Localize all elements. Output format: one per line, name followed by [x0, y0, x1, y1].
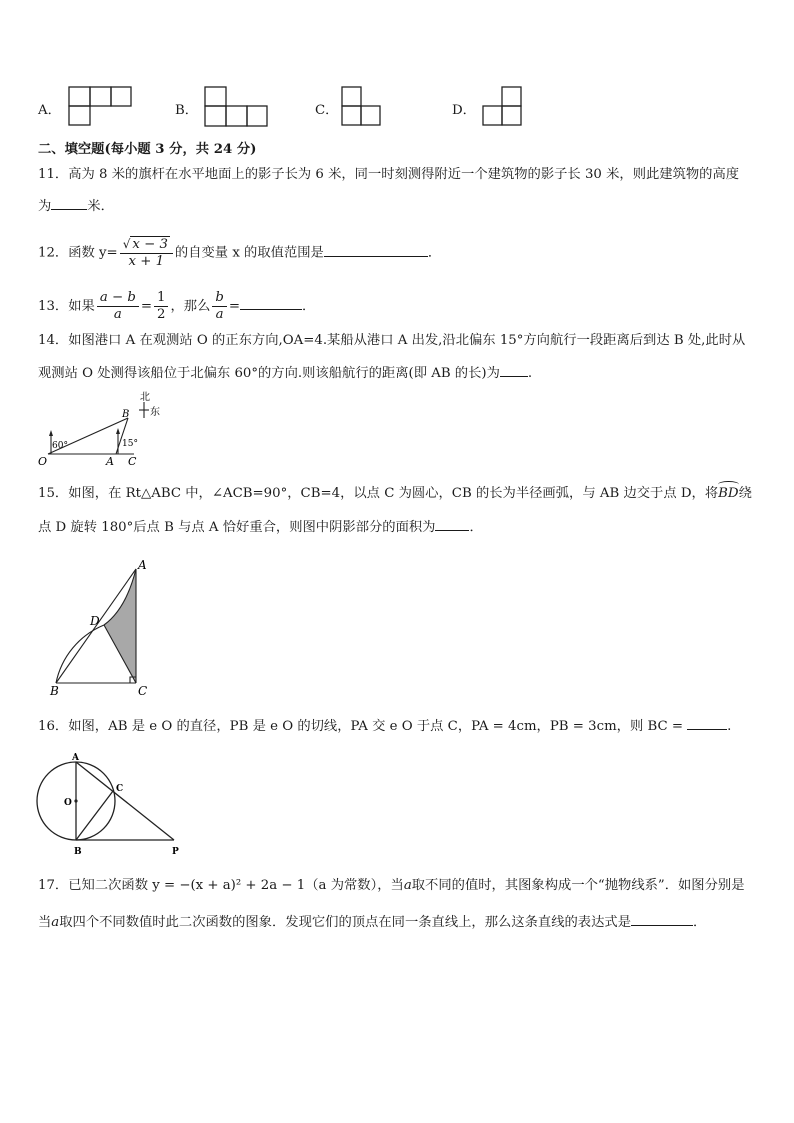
q13-frac2-den: 2 [157, 307, 166, 322]
q12-fraction: $\frac{√ x - 3}{x + 1}$ [120, 236, 173, 270]
option-a-label: A． [38, 103, 61, 118]
q13-eq2: = [228, 299, 241, 314]
q17-line2 [38, 913, 706, 933]
q17-a-var1: a [403, 878, 412, 893]
q14-label-north: 北 [140, 392, 150, 403]
q14-arrowhead-a [116, 428, 120, 434]
q13-frac1-den: a [113, 307, 122, 322]
q15-label-b: B [50, 684, 59, 698]
q15-text-line1a: 如图，在 Rt△ABC 中，∠ACB=90°，CB=4，以点 C 为圆心，CB 的长为半径画弧，与 AB 边交于点 D，将 [68, 486, 719, 501]
q13-frac2-num: 1 [154, 290, 168, 307]
q11-text-a: 为 [38, 199, 52, 214]
q15-answer-blank[interactable] [435, 518, 469, 531]
q16-answer-blank[interactable] [687, 717, 727, 730]
q17-line1 [38, 876, 745, 896]
q13-frac2 [154, 290, 168, 323]
q17-text-line1b: 取不同的值时，其图象构成一个“抛物线系”．如图分别是 [411, 878, 745, 893]
q13-text-end: ． [302, 299, 316, 314]
q15-number: 15． [38, 486, 69, 501]
q14-line1 [38, 331, 745, 351]
q14-text-line2: 观测站 O 处测得该船位于北偏东 60°的方向.则该船航行的距离(即 AB 的长)为 [38, 366, 500, 381]
q15-text-end: ． [469, 520, 483, 535]
q17-text-end: ． [693, 915, 707, 930]
q13-frac3 [212, 290, 227, 323]
q13-frac3-den: a [215, 307, 224, 322]
section-title: 二、填空题(每小题 3 分，共 24 分) [38, 142, 257, 157]
q15-label-d: D [90, 614, 100, 628]
q14-text-end: . [527, 366, 533, 381]
q11-text-b: 米． [87, 199, 114, 214]
q15-arc-bd-shape [56, 625, 104, 683]
q14-label-o: O [38, 455, 48, 468]
q17-answer-blank[interactable] [631, 913, 693, 926]
q11-answer-blank[interactable] [51, 197, 87, 210]
q14-line2 [38, 364, 532, 384]
q16-label-b: B [74, 847, 82, 857]
q14-label-a: A [106, 455, 114, 468]
q16-secant-pa [76, 762, 174, 840]
q13-frac3-num: b [212, 290, 227, 307]
q14-label-15: 15° [122, 439, 138, 449]
q13-frac1-num: a − b [97, 290, 139, 307]
option-c-figure [341, 86, 381, 126]
q14-answer-blank[interactable] [500, 364, 528, 377]
q17-text-line2b: 取四个不同数值时此二次函数的图象．发现它们的顶点在同一条直线上，那么这条直线的表达式是 [59, 915, 631, 930]
q13-text-b: ，那么 [170, 299, 211, 314]
q16-number: 16． [38, 719, 69, 734]
q15-label-a: A [138, 558, 147, 572]
q16-label-p: P [172, 847, 179, 857]
option-d-label: D． [452, 103, 476, 118]
q13-text-a: 如果 [68, 299, 95, 314]
option-c-label: C． [315, 103, 339, 118]
q13-number: 13． [38, 299, 69, 314]
q13-frac1 [97, 290, 139, 323]
q12-line [38, 236, 441, 271]
q17-number: 17． [38, 878, 69, 893]
q16-label-o: O [64, 798, 72, 808]
q11-line1 [38, 165, 739, 185]
q14-label-c: C [128, 455, 137, 468]
q12-denominator: x + 1 [128, 254, 165, 269]
q17-text-line1a: 已知二次函数 y = −(x + a)² + 2a − 1（a 为常数），当 [68, 878, 404, 893]
option-a-figure [68, 86, 132, 126]
q16-text: 如图，AB 是 e O 的直径，PB 是 e O 的切线，PA 交 e O 于点 C，PA = 4cm，PB = 3cm，则 BC = [68, 719, 684, 734]
q13-eq1: = [140, 299, 153, 314]
q11-number: 11． [38, 167, 69, 182]
q16-text-end: . [727, 719, 732, 734]
q16-line [38, 717, 731, 737]
q12-number: 12． [38, 245, 69, 261]
q16-figure [36, 750, 186, 862]
q13-answer-blank[interactable] [240, 297, 302, 310]
q16-label-c: C [116, 784, 124, 794]
q15-text-line1b: 绕 [738, 486, 752, 501]
q15-line2 [38, 518, 483, 538]
q16-label-a: A [72, 753, 79, 763]
q12-text-end: ． [427, 245, 442, 261]
q14-arrowhead-o [49, 430, 53, 436]
q15-text-line2a: 点 D 旋转 180°后点 B 与点 A 恰好重合，则图中阴影部分的面积为 [38, 520, 436, 535]
q14-number: 14． [38, 333, 69, 348]
q11-text-line1: 高为 8 米的旗杆在水平地面上的影子长为 6 米，同一时刻测得附近一个建筑物的影子长 30 米，则此建筑物的高度 [68, 167, 740, 182]
q16-center-dot [74, 799, 77, 802]
q11-line2 [38, 197, 114, 217]
q14-text-line1: 如图港口 A 在观测站 O 的正东方向,OA=4.某船从港口 A 出发,沿北偏东 15°方向航行一段距离后到达 B 处,此时从 [68, 333, 746, 348]
q15-label-c: C [138, 684, 148, 698]
option-d-figure [482, 86, 522, 126]
q13-line [38, 290, 315, 324]
q14-label-b: B [122, 409, 130, 420]
option-b-label: B． [175, 103, 199, 118]
q12-answer-blank[interactable] [324, 244, 428, 257]
q15-line1 [38, 484, 752, 504]
q14-label-east: 东 [150, 407, 160, 418]
q15-arc-bd: BD [718, 484, 738, 504]
q12-numerator: x − 3 [132, 237, 168, 252]
q15-figure [46, 553, 156, 701]
q17-text-line2a: 当 [38, 915, 52, 930]
q14-figure [36, 388, 166, 470]
q14-label-60: 60° [52, 441, 68, 451]
q17-a-var2: a [51, 915, 60, 930]
q12-text-a: 函数 y= [68, 245, 118, 261]
q16-chord-bc [76, 791, 113, 840]
q12-text-b: 的自变量 x 的取值范围是 [174, 245, 324, 261]
option-b-figure [204, 86, 268, 127]
